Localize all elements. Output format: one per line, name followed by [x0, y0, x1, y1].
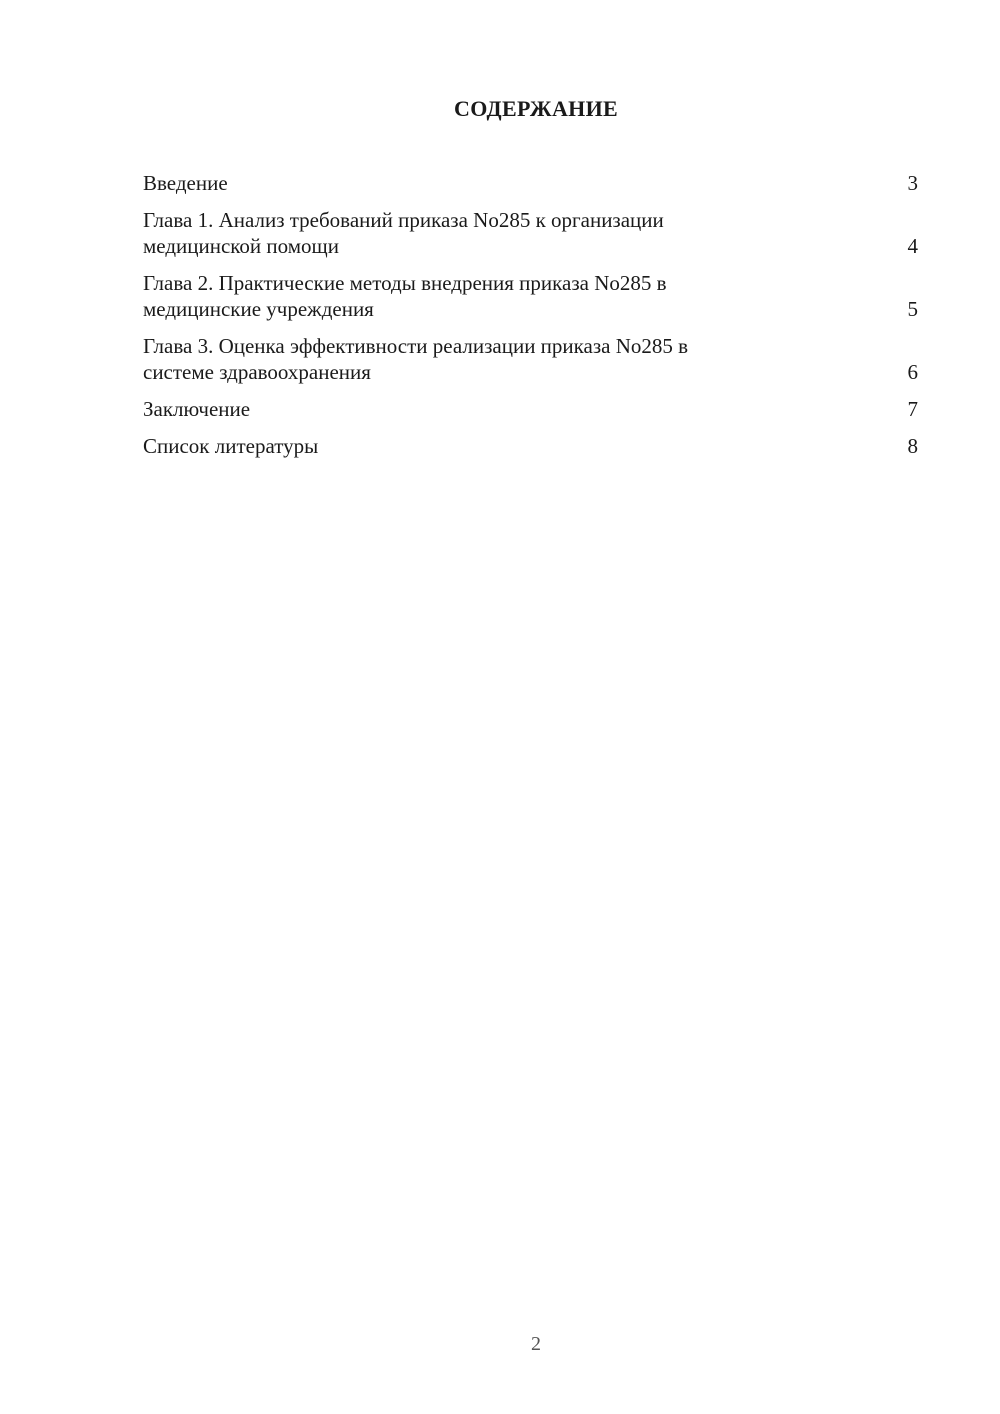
toc-entry-text — [143, 433, 318, 459]
page-number: 2 — [531, 1333, 541, 1355]
toc-entry-page: 6 — [907, 360, 918, 384]
toc-entry-chapter-2 — [143, 270, 918, 322]
table-of-contents — [143, 170, 918, 470]
toc-entry-line: Список литературы — [143, 434, 319, 458]
toc-entry-page: 7 — [907, 397, 918, 421]
toc-entry-text — [143, 270, 667, 322]
toc-entry-text — [143, 170, 228, 196]
toc-entry-line: Глава 3. Оценка эффективности реализации приказа No285 в — [143, 334, 689, 358]
toc-entry-line: Заключение — [143, 397, 251, 421]
toc-entry-chapter-3 — [143, 333, 918, 385]
toc-entry-line: Глава 1. Анализ требований приказа No285 к организации — [143, 208, 664, 232]
toc-entry-text — [143, 207, 664, 259]
toc-entry-line: Введение — [143, 171, 228, 195]
toc-entry-line: медицинской помощи — [143, 234, 339, 258]
toc-entry-text — [143, 396, 250, 422]
page-title: СОДЕРЖАНИЕ — [454, 96, 618, 121]
toc-entry-page: 5 — [907, 297, 918, 321]
toc-entry-conclusion — [143, 396, 918, 422]
toc-entry-line: медицинские учреждения — [143, 297, 374, 321]
toc-entry-page: 8 — [907, 434, 918, 458]
toc-entry-chapter-1 — [143, 207, 918, 259]
toc-entry-references — [143, 433, 918, 459]
toc-entry-line: Глава 2. Практические методы внедрения приказа No285 в — [143, 271, 667, 295]
toc-entry-introduction — [143, 170, 918, 196]
toc-entry-text — [143, 333, 688, 385]
toc-entry-page: 4 — [907, 234, 918, 258]
toc-entry-page: 3 — [907, 171, 918, 195]
toc-entry-line: системе здравоохранения — [143, 360, 371, 384]
